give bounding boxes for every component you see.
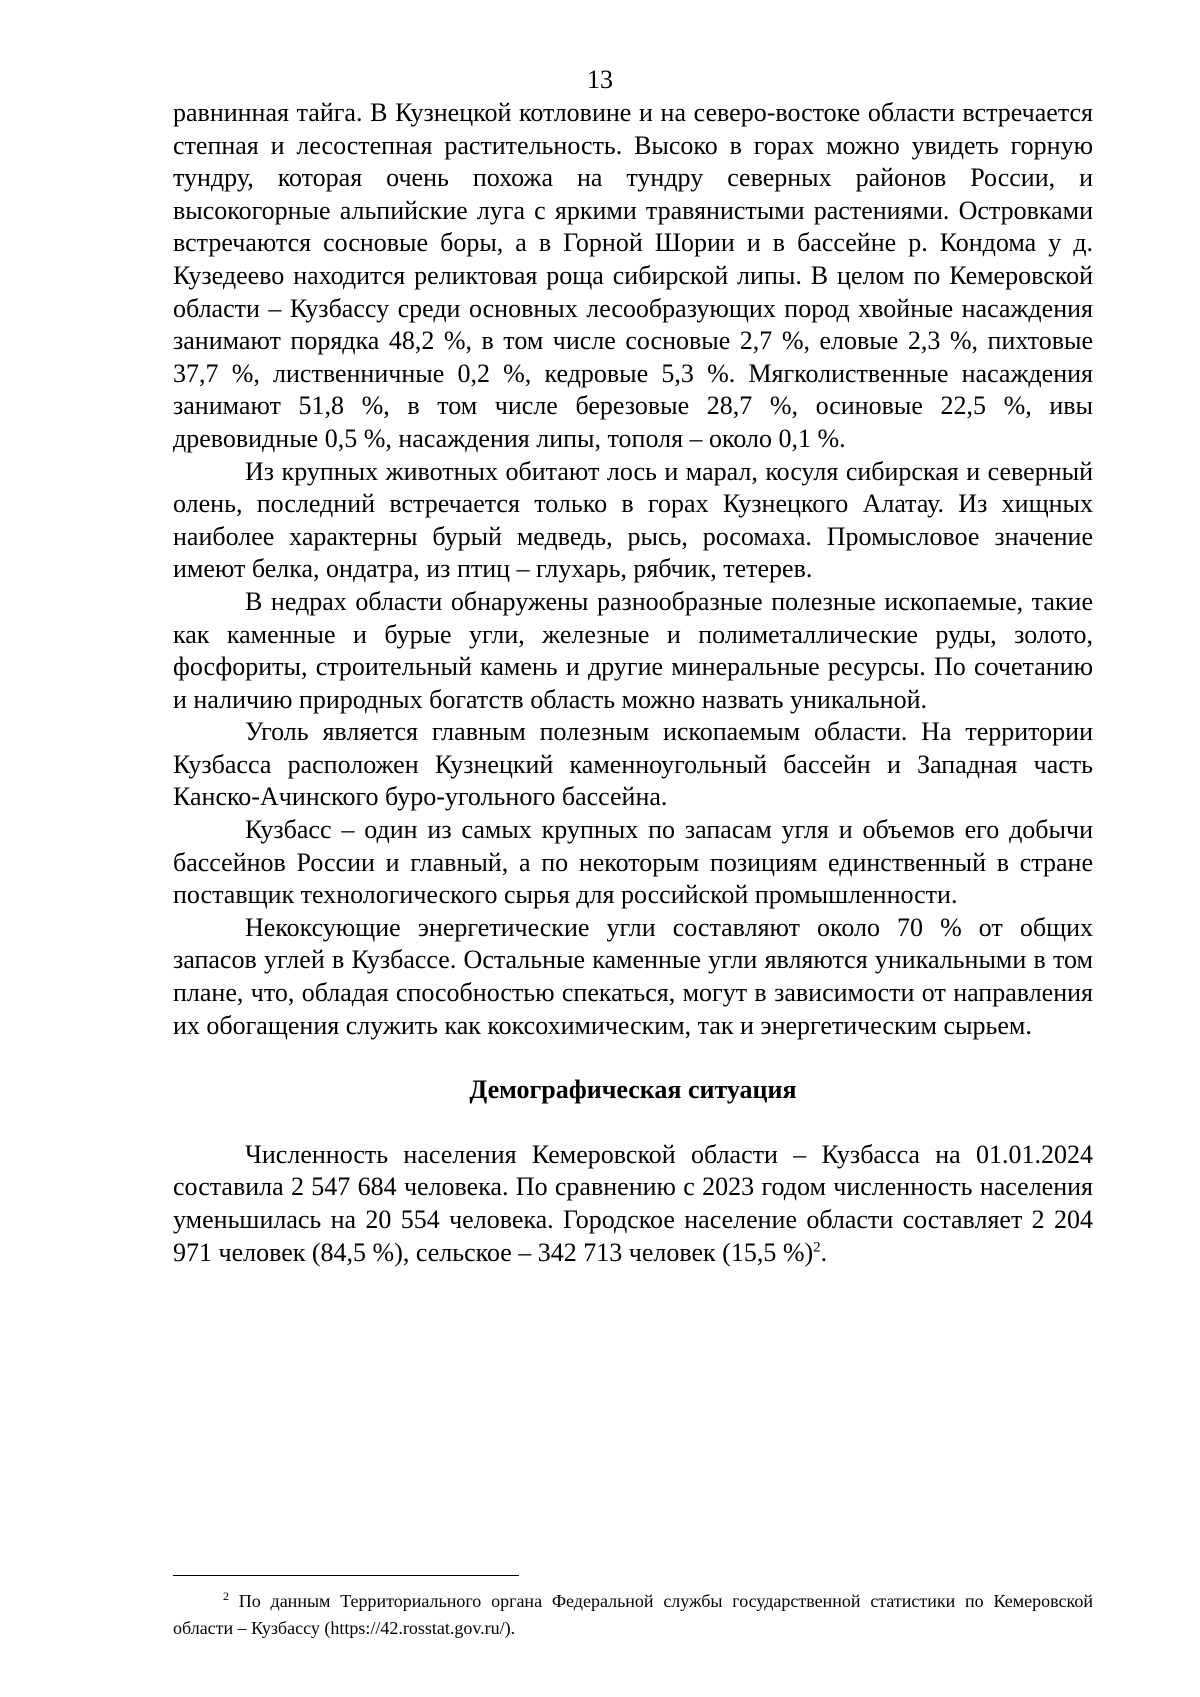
paragraph-vegetation: равнинная тайга. В Кузнецкой котловине и на северо-востоке области встречается степная и лесостепная растительность. Высоко в горах можно увидеть горную тундру, которая очень похожа на тундру северных районов России, и высокогорные альпийские луга с яркими травянистыми растениями. Островками встречаются сосновые боры, а в Горной Шории и в бассейне р. Кондома у д. Кузедеево находится реликтовая роща сибирской липы. В целом по Кемеровской области – Кузбассу среди основных лесообразующих пород хвойные насаждения занимают порядка 48,2 %, в том числе сосновые 2,7 %, еловые 2,3 %, пихтовые 37,7 %, лиственничные 0,2 %, кедровые 5,3 %. Мягколиственные насаждения занимают 51,8 %, в том числе березовые 28,7 %, осиновые 22,5 %, ивы древовидные 0,5 %, насаждения липы, тополя – около 0,1 %.	[173, 98, 1093, 453]
paragraph-fauna: Из крупных животных обитают лось и марал, косуля сибирская и северный олень, последний встречается только в горах Кузнецкого Алатау. Из хищных наиболее характерны бурый медведь, рысь, росомаха. Промысловое значение имеют белка, ондатра, из птиц – глухарь, рябчик, тетерев.	[173, 456, 1093, 584]
footnote-text: По данным Территориального органа Федеральной службы государственной статистики по Кемеровской области – Кузбассу (https://42.rosstat.gov.ru/).	[173, 1591, 1093, 1638]
footnote-separator	[173, 1575, 519, 1576]
paragraph-energy-coal: Некоксующие энергетические угли составляют около 70 % от общих запасов углей в Кузбассе. Остальные каменные угли являются уникальными в том плане, что, обладая способностью спекаться, могут в зависимости от направления их обогащения служить как коксохимическим, так и энергетическим сырьем.	[173, 912, 1093, 1040]
population-text-end: .	[820, 1237, 828, 1267]
section-heading: Демографическая ситуация	[469, 1075, 797, 1105]
paragraph-kuzbass: Кузбасс – один из самых крупных по запасам угля и объемов его добычи бассейнов России и главный, а по некоторым позициям единственный в стране поставщик технологического сырья для российской промышленности.	[173, 815, 1093, 910]
footnote	[173, 1588, 1093, 1642]
document-body	[173, 97, 1093, 1269]
paragraph-minerals: В недрах области обнаружены разнообразные полезные ископаемые, такие как каменные и бурые угли, железные и полиметаллические руды, золото, фосфориты, строительный камень и другие минеральные ресурсы. По сочетанию и наличию природных богатств область можно назвать уникальной.	[173, 586, 1093, 714]
population-text: Численность населения Кемеровской области – Кузбасса на 01.01.2024 составила 2 547 684 человека. По сравнению с 2023 годом численность населения уменьшилась на 20 554 человека. Городское население области составляет 2 204 971 человек (84,5 %), сельское – 342 713 человек (15,5 %)	[173, 1139, 1093, 1267]
footnote-reference[interactable]: 2	[813, 1238, 821, 1255]
page-number: 13	[587, 65, 613, 94]
paragraph-population	[173, 1139, 1093, 1269]
paragraph-coal: Уголь является главным полезным ископаемым области. На территории Кузбасса расположен Кузнецкий каменноугольный бассейн и Западная часть Канско-Ачинского буро-угольного бассейна.	[173, 717, 1093, 812]
footnote-marker: 2	[223, 1589, 229, 1603]
